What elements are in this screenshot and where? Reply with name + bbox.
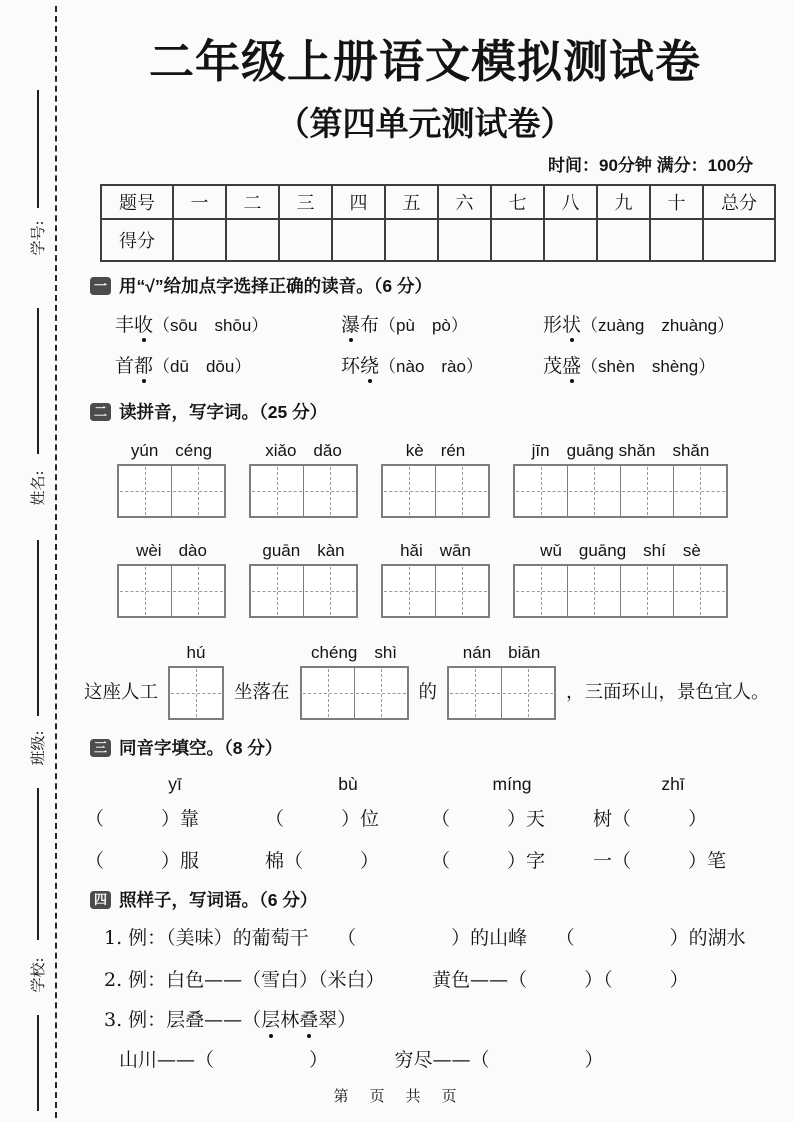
score-table-cell: 一: [173, 185, 226, 219]
word-text: 环: [341, 355, 361, 377]
section2-number-icon: 二: [90, 403, 111, 421]
margin-rule-line: [37, 788, 39, 940]
example-text: 3. 例：层叠——（: [104, 1009, 262, 1031]
writing-cell: [119, 466, 171, 516]
pinyin-choice-item: [543, 312, 734, 339]
section2-title: 读拼音，写字词。（25 分）: [119, 402, 328, 422]
homophone-column: [265, 770, 431, 882]
score-table-cell: 题号: [101, 185, 173, 219]
score-row-label: 得分: [101, 219, 173, 261]
sentence-text: ，三面环山，景色宜人。: [566, 682, 770, 703]
pinyin-label: xiǎo dǎo: [265, 441, 342, 460]
writing-cell: [501, 668, 554, 718]
dotted-char: 层: [261, 1006, 280, 1034]
pinyin-writing-item: [513, 440, 728, 518]
pinyin-label: hú: [186, 643, 206, 662]
dotted-char: 叠: [299, 1006, 318, 1034]
left-margin-strip: [0, 0, 57, 1122]
writing-cell: [170, 668, 222, 718]
score-blank-cell: [385, 219, 438, 261]
pinyin-writing-item: [117, 540, 226, 618]
score-table-cell: 八: [544, 185, 597, 219]
section1-heading: [90, 274, 793, 298]
writing-cell: [515, 466, 567, 516]
score-table-cell: 三: [279, 185, 332, 219]
fill-in-sentence: [84, 642, 793, 720]
pronunciation-row: [115, 353, 793, 380]
writing-grid: [117, 564, 226, 618]
writing-cell: [302, 668, 354, 718]
pinyin-label: wèi dào: [136, 541, 207, 560]
writing-cell: [620, 466, 673, 516]
word-text: 丰: [115, 314, 135, 336]
writing-cell: [673, 566, 726, 616]
writing-grid: [513, 464, 728, 518]
writing-cell: [171, 566, 224, 616]
homophone-blank: （ ）字: [431, 850, 546, 872]
writing-cell: [303, 566, 356, 616]
pinyin-label: yún céng: [130, 441, 213, 460]
score-table-cell: 六: [438, 185, 491, 219]
writing-grid: [381, 564, 490, 618]
pinyin-choices: （zuàng zhuàng）: [581, 316, 735, 335]
writing-grid: [117, 464, 226, 518]
dotted-char: 状: [562, 314, 582, 336]
homophone-column: [431, 770, 593, 882]
dotted-char: 盛: [562, 355, 582, 377]
score-table-cell: 五: [385, 185, 438, 219]
word-text: 形: [543, 314, 563, 336]
pinyin-choice-item: [341, 312, 543, 339]
score-table-cell: 总分: [703, 185, 775, 219]
writing-cell: [354, 668, 407, 718]
section3-title: 同音字填空。（8 分）: [119, 738, 283, 758]
section1-title: 用“√”给加点字选择正确的读音。（6 分）: [119, 276, 432, 296]
page-title: 二年级上册语文模拟测试卷: [148, 36, 701, 87]
word-pattern-line: 山川——（ ） 穷尽——（ ）: [119, 1049, 604, 1071]
class-label: 班级:: [29, 730, 47, 766]
pinyin-writing-item: [447, 642, 556, 720]
page-subtitle: （第四单元测试卷）: [276, 105, 574, 142]
writing-cell: [383, 566, 435, 616]
score-table-cell: 七: [491, 185, 544, 219]
pinyin-writing-item: [381, 440, 490, 518]
section4-number-icon: 四: [90, 891, 111, 909]
margin-rule-line: [37, 540, 39, 716]
writing-cell: [435, 566, 488, 616]
sentence-text: 坐落在: [234, 682, 290, 703]
score-blank-cell: [226, 219, 279, 261]
pinyin-choice-item: [115, 353, 341, 380]
sentence-text: 这座人工: [84, 682, 159, 703]
writing-grid: [249, 464, 358, 518]
pinyin-choices: （sōu shōu）: [153, 316, 269, 335]
word-text: 茂: [543, 355, 563, 377]
pinyin-label: nán biān: [462, 643, 541, 662]
section1-number-icon: 一: [90, 277, 111, 295]
homophone-column: [593, 770, 753, 882]
writing-grid: [513, 564, 728, 618]
section4-title: 照样子，写词语。（6 分）: [119, 890, 318, 910]
score-table: [100, 184, 776, 262]
writing-grid: [249, 564, 358, 618]
word-text: 首: [115, 355, 135, 377]
writing-cell: [171, 466, 224, 516]
pinyin-writing-item: [168, 642, 224, 720]
pinyin-choice-item: [543, 353, 715, 380]
score-table-score-row: [101, 219, 775, 261]
writing-cell: [673, 466, 726, 516]
pinyin-writing-item: [117, 440, 226, 518]
writing-cell: [567, 566, 620, 616]
sentence-text: 的: [418, 682, 438, 703]
homophone-grid: [85, 770, 793, 882]
writing-grid-row: [117, 540, 793, 618]
pinyin-choice-item: [341, 353, 543, 380]
score-blank-cell: [597, 219, 650, 261]
writing-cell: [251, 466, 303, 516]
dotted-char: 都: [134, 355, 154, 377]
homophone-blank: 棉（ ）: [265, 850, 380, 872]
writing-cell: [435, 466, 488, 516]
section4-heading: [90, 888, 793, 912]
word-text: 布: [360, 314, 380, 336]
score-blank-cell: [438, 219, 491, 261]
score-blank-cell: [173, 219, 226, 261]
pronunciation-row: [115, 312, 793, 339]
pinyin-choice-item: [115, 312, 341, 339]
writing-grid: [447, 666, 556, 720]
score-blank-cell: [279, 219, 332, 261]
pinyin-choices: （pù pò）: [379, 316, 468, 335]
score-blank-cell: [491, 219, 544, 261]
writing-cell: [383, 466, 435, 516]
writing-grid: [300, 666, 409, 720]
time-score-info: 时间：90分钟 满分：100分: [548, 156, 753, 175]
score-blank-cell: [650, 219, 703, 261]
pinyin-choices: （dū dōu）: [153, 357, 252, 376]
pinyin-writing-item: [249, 440, 358, 518]
pinyin-writing-item: [513, 540, 728, 618]
pinyin-writing-item: [381, 540, 490, 618]
pinyin-label: míng: [492, 774, 532, 794]
writing-cell: [119, 566, 171, 616]
word-pattern-line: 1. 例：（美味）的葡萄干 （ ）的山峰 （ ）的湖水: [104, 927, 746, 949]
pinyin-writing-item: [300, 642, 409, 720]
pinyin-writing-item: [249, 540, 358, 618]
score-table-cell: 二: [226, 185, 279, 219]
writing-cell: [251, 566, 303, 616]
score-blank-cell: [332, 219, 385, 261]
writing-cell: [303, 466, 356, 516]
dotted-char: 收: [134, 314, 154, 336]
dotted-char: 绕: [360, 355, 380, 377]
writing-cell: [620, 566, 673, 616]
writing-cell: [449, 668, 501, 718]
pinyin-choices: （shèn shèng）: [581, 357, 716, 376]
section2-heading: [90, 400, 793, 424]
pinyin-label: chéng shì: [311, 643, 398, 662]
homophone-blank: 树（ ）: [593, 808, 708, 830]
score-table-cell: 四: [332, 185, 385, 219]
section3-heading: [90, 736, 793, 760]
pinyin-label: hǎi wān: [400, 541, 471, 560]
homophone-blank: （ ）位: [265, 808, 380, 830]
homophone-blank: 一（ ）笔: [593, 850, 727, 872]
example-text: 林: [280, 1009, 300, 1031]
writing-cell: [515, 566, 567, 616]
pinyin-label: wǔ guāng shí sè: [540, 541, 701, 560]
writing-cell: [567, 466, 620, 516]
homophone-blank: （ ）服: [85, 850, 200, 872]
score-table-header-row: [101, 185, 775, 219]
margin-rule-line: [37, 308, 39, 454]
score-blank-cell: [703, 219, 775, 261]
pinyin-label: zhī: [661, 774, 685, 794]
score-table-cell: 十: [650, 185, 703, 219]
page-footer: 第 页 共 页: [333, 1087, 460, 1105]
word-pattern-line: 2. 例：白色——（雪白）（米白） 黄色——（ ）（ ）: [104, 969, 689, 991]
score-table-cell: 九: [597, 185, 650, 219]
homophone-blank: （ ）靠: [85, 808, 200, 830]
example-text: 翠）: [318, 1009, 357, 1031]
student-name-label: 姓名:: [29, 470, 47, 506]
homophone-column: [85, 770, 265, 882]
school-label: 学校:: [29, 957, 47, 993]
writing-grid-row: [117, 440, 793, 518]
pinyin-label: kè rén: [405, 441, 466, 460]
pinyin-label: jīn guāng shǎn shǎn: [531, 441, 710, 460]
pinyin-label: guān kàn: [262, 541, 345, 560]
writing-grid: [168, 666, 224, 720]
pinyin-choices: （nào rào）: [379, 357, 483, 376]
word-pattern-line: [104, 1006, 793, 1034]
writing-grid: [381, 464, 490, 518]
margin-rule-line: [37, 90, 39, 208]
section3-number-icon: 三: [90, 739, 111, 757]
dotted-char: 瀑: [341, 314, 361, 336]
student-id-label: 学号:: [29, 220, 47, 256]
pinyin-label: yī: [168, 774, 182, 794]
score-blank-cell: [544, 219, 597, 261]
test-paper: [57, 0, 793, 1074]
homophone-blank: （ ）天: [431, 808, 546, 830]
pinyin-label: bù: [338, 774, 358, 794]
